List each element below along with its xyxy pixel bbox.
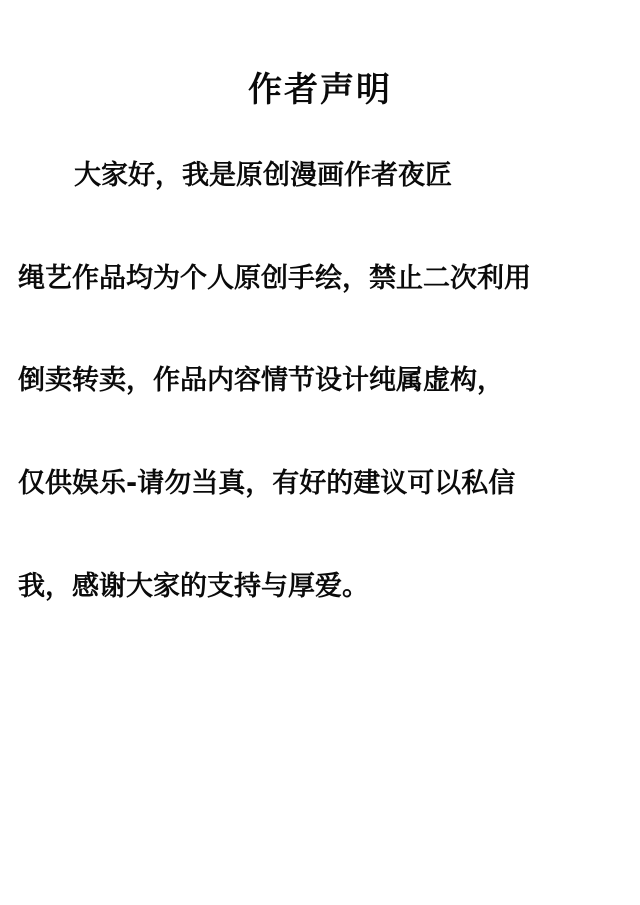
paragraph-1: 大家好，我是原创漫画作者夜匠 bbox=[74, 159, 452, 191]
paragraph-3: 倒卖转卖，作品内容情节设计纯属虚构， bbox=[18, 365, 504, 397]
statement-body bbox=[18, 159, 622, 604]
paragraph-2: 绳艺作品均为个人原创手绘，禁止二次利用 bbox=[18, 262, 531, 294]
page-title: 作者声明 bbox=[248, 70, 392, 110]
paragraph-5: 我，感谢大家的支持与厚爱。 bbox=[18, 570, 369, 602]
paragraph-4: 仅供娱乐-请勿当真，有好的建议可以私信 bbox=[18, 468, 516, 500]
